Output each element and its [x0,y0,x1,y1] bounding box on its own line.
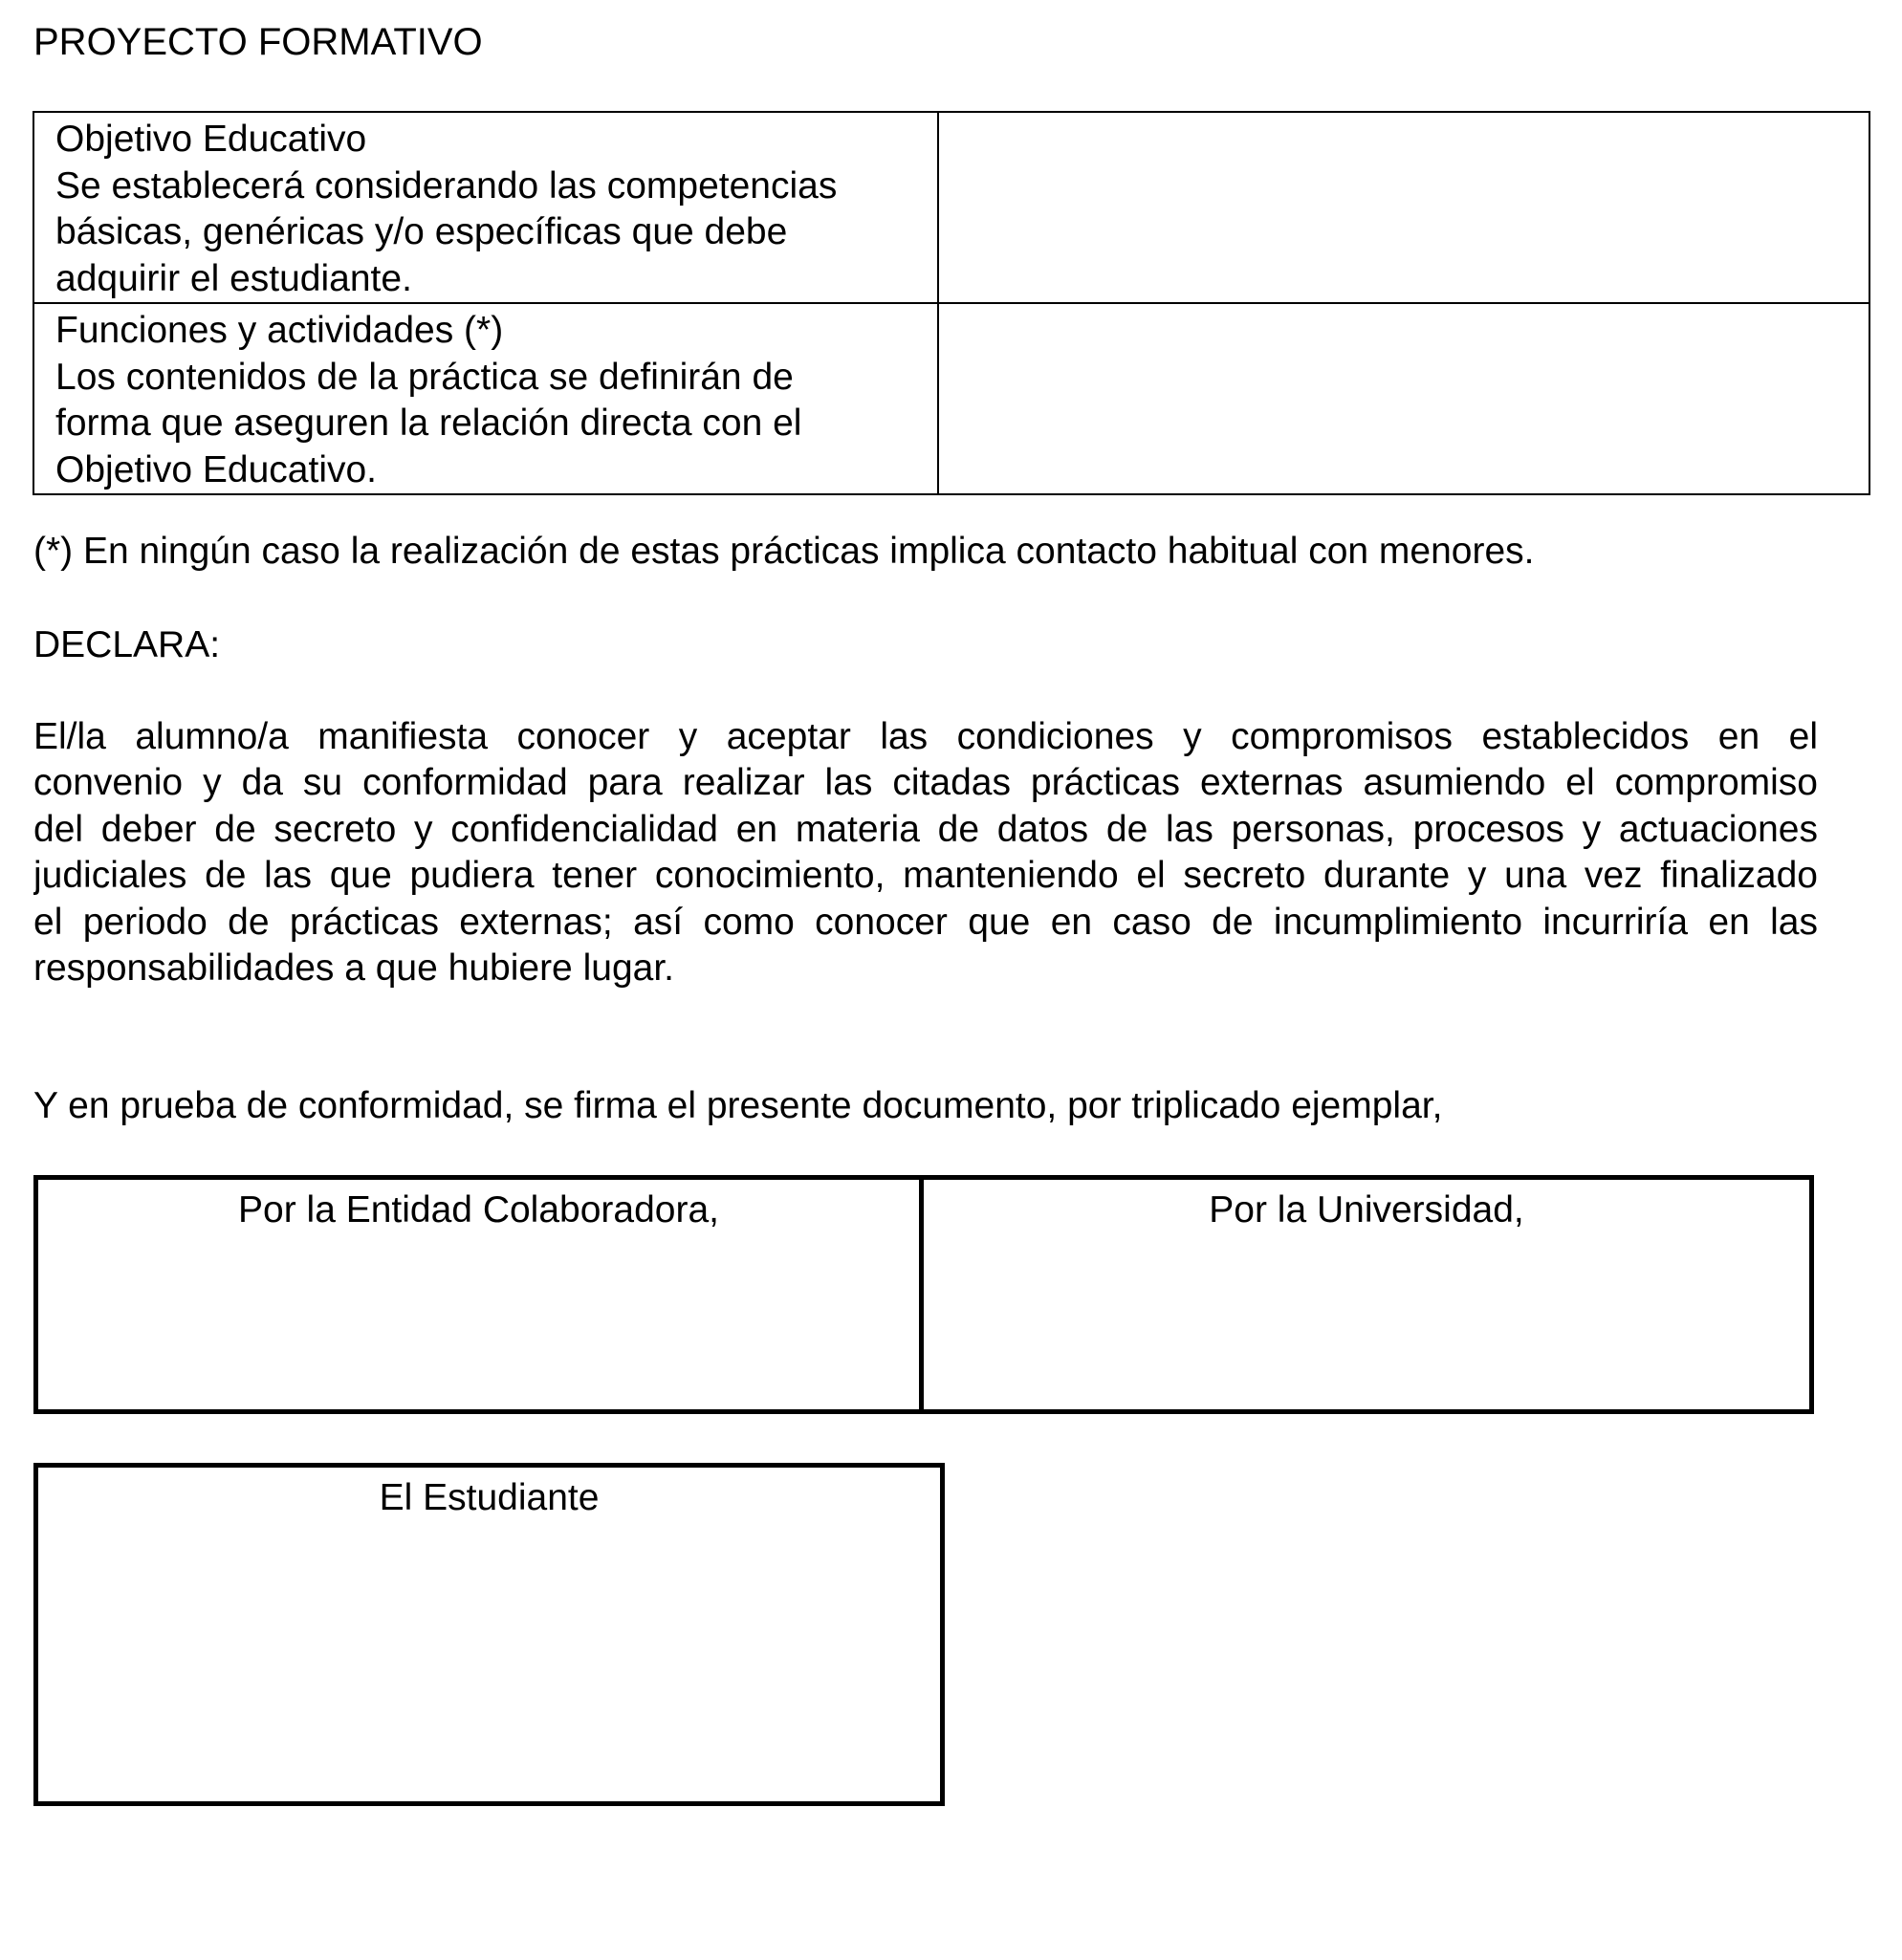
table-row [33,303,1869,494]
entity-signature-box[interactable] [38,1180,924,1409]
declaration-line: el periodo de prácticas externas; así como conocer que en caso de incumplimiento incurriría en las [33,901,1818,943]
row-heading: Objetivo Educativo [55,119,367,160]
university-signature-box[interactable] [924,1180,1809,1409]
student-signature-label: El Estudiante [379,1477,600,1518]
university-signature-label: Por la Universidad, [1209,1189,1524,1230]
closing-statement: Y en prueba de conformidad, se firma el presente documento, por triplicado ejemplar, [33,1085,1443,1126]
row-description-line: Objetivo Educativo. [55,448,378,490]
declaration-line: del deber de secreto y confidencialidad en materia de datos de las personas, procesos y actuaciones [33,808,1818,850]
row-value-cell[interactable] [938,303,1869,494]
row-value-cell[interactable] [938,112,1869,303]
footnote: (*) En ningún caso la realización de estas prácticas implica contacto habitual con menores. [33,531,1535,572]
project-table [33,111,1870,495]
document-title: PROYECTO FORMATIVO [33,21,483,63]
declaration-line: El/la alumno/a manifiesta conocer y aceptar las condiciones y compromisos establecidos en el [33,716,1818,757]
row-description-line: básicas, genéricas y/o específicas que debe [55,211,788,252]
table-row [33,112,1869,303]
declaration-paragraph [33,714,1818,991]
declaration-line: responsabilidades a que hubiere lugar. [33,947,674,990]
declaration-line: convenio y da su conformidad para realizar las citadas prácticas externas asumiendo el compromiso [33,762,1818,804]
student-signature-box[interactable] [33,1463,945,1806]
row-heading: Funciones y actividades (*) [55,310,504,351]
row-label-cell [33,303,938,494]
row-description-line: forma que aseguren la relación directa con el [55,403,802,444]
signature-table [33,1175,1814,1414]
row-description-line: Los contenidos de la práctica se definirán de [55,356,794,398]
declara-heading: DECLARA: [33,624,221,665]
row-label-cell [33,112,938,303]
row-description-line: adquirir el estudiante. [55,257,412,299]
entity-signature-label: Por la Entidad Colaboradora, [238,1189,719,1230]
declaration-line: judiciales de las que pudiera tener conocimiento, manteniendo el secreto durante y una vez finalizado [33,855,1818,897]
row-description-line: Se establecerá considerando las competencias [55,164,838,207]
